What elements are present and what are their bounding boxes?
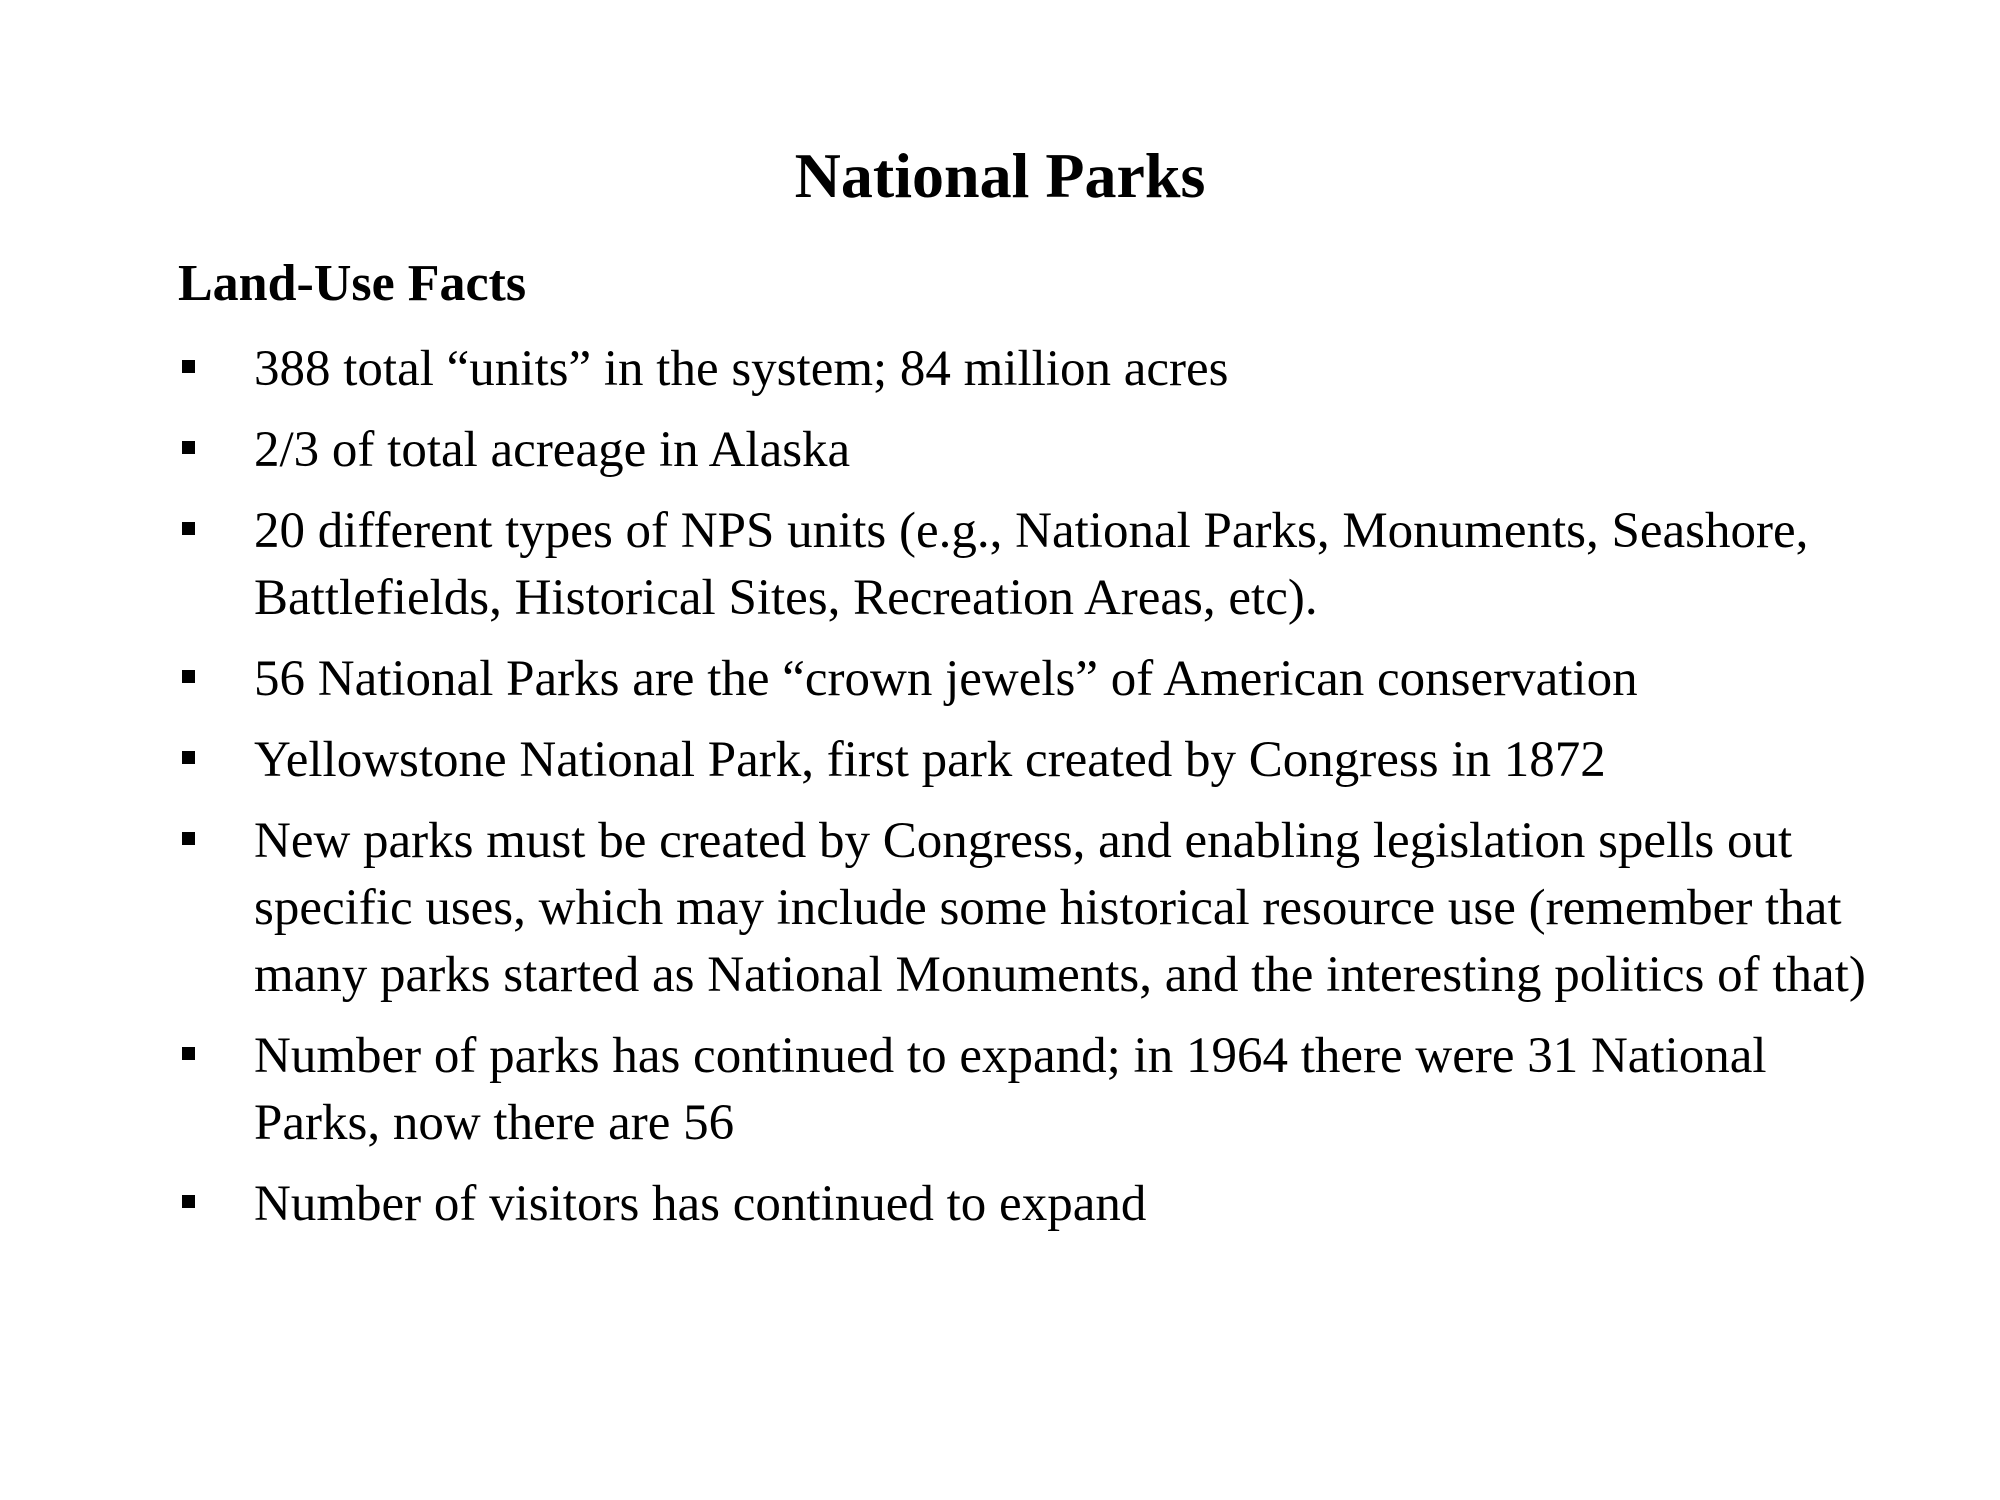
bullet-item: [178, 336, 1878, 403]
bullet-item: [178, 646, 1878, 713]
bullet-list: [178, 336, 1878, 1252]
square-bullet-icon: [182, 670, 195, 683]
bullet-text: 56 National Parks are the “crown jewels” of American conservation: [254, 651, 1638, 707]
square-bullet-icon: [182, 1047, 195, 1060]
bullet-text: Number of parks has continued to expand; in 1964 there were 31 National Parks, now there are 56: [254, 1028, 1767, 1151]
page-title: National Parks: [794, 140, 1206, 211]
bullet-item: [178, 1023, 1878, 1157]
bullet-item: [178, 727, 1878, 794]
bullet-item: [178, 1171, 1878, 1238]
bullet-text: 20 different types of NPS units (e.g., National Parks, Monuments, Seashore, Battlefields, Historical Sites, Recreation Areas, etc).: [254, 503, 1809, 626]
square-bullet-icon: [182, 441, 195, 454]
bullet-text: Yellowstone National Park, first park created by Congress in 1872: [254, 732, 1606, 788]
square-bullet-icon: [182, 522, 195, 535]
bullet-text: 2/3 of total acreage in Alaska: [254, 422, 851, 478]
bullet-item: [178, 417, 1878, 484]
square-bullet-icon: [182, 1195, 195, 1208]
bullet-text: 388 total “units” in the system; 84 million acres: [254, 341, 1229, 397]
square-bullet-icon: [182, 751, 195, 764]
bullet-text: Number of visitors has continued to expand: [254, 1176, 1147, 1232]
square-bullet-icon: [182, 360, 195, 373]
bullet-item: [178, 808, 1878, 1009]
section-heading: Land-Use Facts: [178, 255, 527, 312]
square-bullet-icon: [182, 832, 195, 845]
bullet-item: [178, 498, 1878, 632]
bullet-text: New parks must be created by Congress, and enabling legislation spells out specific uses, which may include some historical resource use (remember that many parks started as National Monuments, and the interesting politics of that): [254, 813, 1866, 1003]
